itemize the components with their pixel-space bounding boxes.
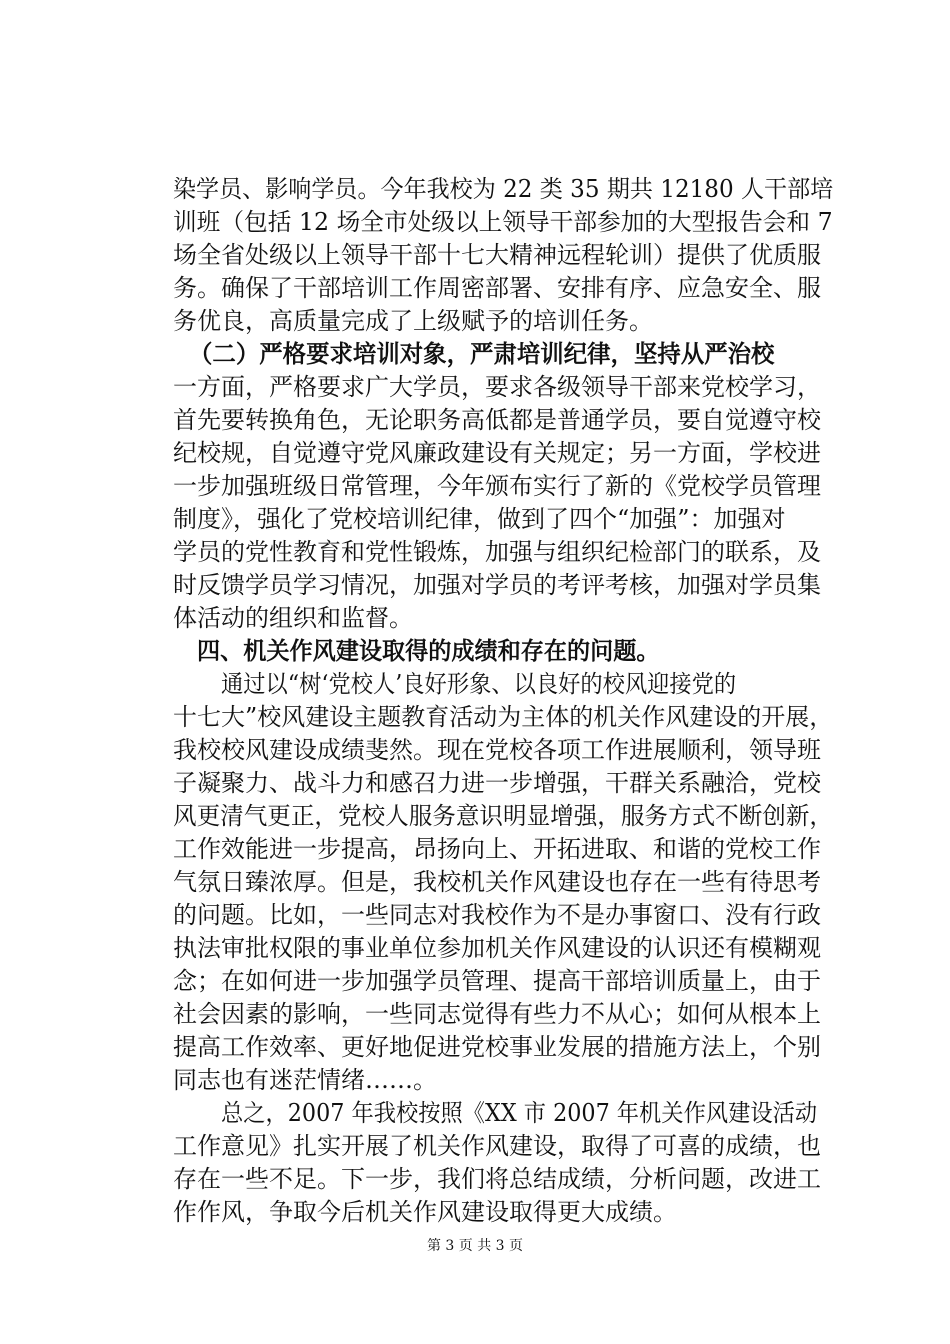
text-line-10: 一步加强班级日常管理，今年颁布实行了新的《党校学员管理 (173, 472, 821, 500)
text-line-12: 学员的党性教育和党性锻炼，加强与组织纪检部门的联系，及 (173, 538, 821, 566)
text-line-3: 场全省处级以上领导干部十七大精神远程轮训）提供了优质服 (173, 241, 821, 269)
section-heading-achievements: 四、机关作风建设取得的成绩和存在的问题。 (197, 637, 660, 665)
text-line-21: 工作效能进一步提高，昂扬向上、开拓进取、和谐的党校工作 (173, 835, 821, 863)
text-line-16: 通过以“树‘党校人’良好形象、以良好的校风迎接党的 (221, 670, 737, 698)
text-line-13: 时反馈学员学习情况，加强对学员的考评考核，加强对学员集 (173, 571, 821, 599)
text-line-2: 训班（包括 12 场全市处级以上领导干部参加的大型报告会和 7 (173, 208, 833, 236)
text-line-18: 我校校风建设成绩斐然。现在党校各项工作进展顺利，领导班 (173, 736, 821, 764)
text-line-11: 制度》，强化了党校培训纪律，做到了四个“加强”：加强对 (173, 505, 786, 533)
text-line-20: 风更清气更正，党校人服务意识明显增强，服务方式不断创新， (173, 802, 833, 830)
text-line-4: 务。确保了干部培训工作周密部署、安排有序、应急安全、服 (173, 274, 821, 302)
text-line-24: 执法审批权限的事业单位参加机关作风建设的认识还有模糊观 (173, 934, 821, 962)
text-line-14: 体活动的组织和监督。 (173, 604, 413, 632)
text-line-28: 同志也有迷茫情绪……。 (173, 1066, 437, 1094)
page-number-footer: 第 3 页 共 3 页 (426, 1238, 524, 1254)
text-line-30: 工作意见》扎实开展了机关作风建设，取得了可喜的成绩，也 (173, 1132, 821, 1160)
text-line-26: 社会因素的影响，一些同志觉得有些力不从心；如何从根本上 (173, 1000, 821, 1028)
text-line-7: 一方面，严格要求广大学员，要求各级领导干部来党校学习， (173, 373, 821, 401)
text-line-25: 念；在如何进一步加强学员管理、提高干部培训质量上，由于 (173, 967, 821, 995)
text-line-32: 作作风，争取今后机关作风建设取得更大成绩。 (173, 1198, 677, 1226)
text-line-17: 十七大”校风建设主题教育活动为主体的机关作风建设的开展， (173, 703, 834, 731)
text-line-27: 提高工作效率、更好地促进党校事业发展的措施方法上，个别 (173, 1033, 821, 1061)
text-line-19: 子凝聚力、战斗力和感召力进一步增强，干群关系融洽，党校 (173, 769, 821, 797)
text-line-5: 务优良，高质量完成了上级赋予的培训任务。 (173, 307, 653, 335)
text-line-1: 染学员、影响学员。今年我校为 22 类 35 期共 12180 人干部培 (173, 175, 834, 203)
text-line-8: 首先要转换角色，无论职务高低都是普通学员，要自觉遵守校 (173, 406, 821, 434)
text-line-23: 的问题。比如，一些同志对我校作为不是办事窗口、没有行政 (173, 901, 821, 929)
section-heading-strict-training: （二）严格要求培训对象，严肃培训纪律，坚持从严治校 (189, 340, 775, 368)
text-line-22: 气氛日臻浓厚。但是，我校机关作风建设也存在一些有待思考 (173, 868, 821, 896)
text-line-9: 纪校规，自觉遵守党风廉政建设有关规定；另一方面，学校进 (173, 439, 821, 467)
text-line-29: 总之，2007 年我校按照《XX 市 2007 年机关作风建设活动 (221, 1099, 818, 1127)
text-line-31: 存在一些不足。下一步，我们将总结成绩，分析问题，改进工 (173, 1165, 821, 1193)
